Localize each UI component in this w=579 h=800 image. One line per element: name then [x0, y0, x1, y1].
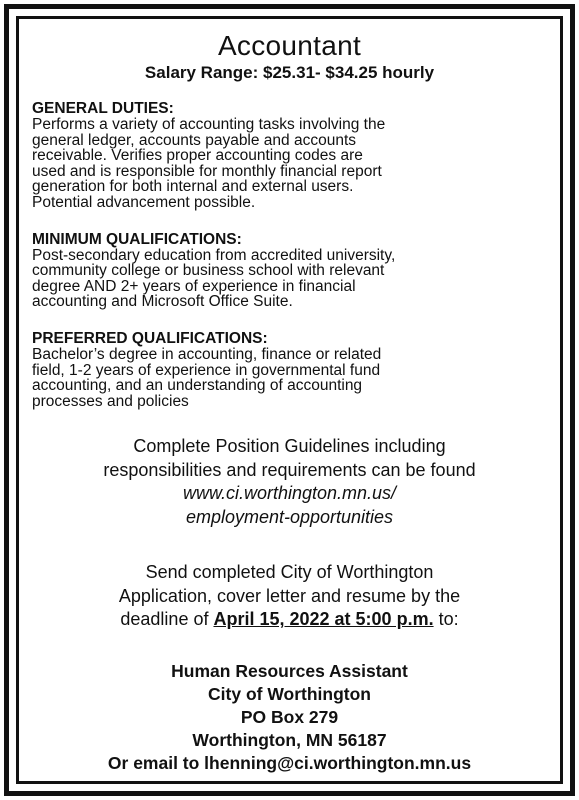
preferred-qualifications-text: Bachelor’s degree in accounting, finance or related field, 1-2 years of experience in governmental fund accounting, and an understanding of accounting processes and policies [32, 345, 382, 410]
guidelines-line-1: Complete Position Guidelines including [133, 436, 446, 457]
general-duties-section [32, 100, 547, 211]
job-posting [20, 22, 559, 775]
application-instructions [32, 561, 547, 632]
contact-organization: City of Worthington [208, 683, 371, 704]
contact-email[interactable]: Or email to lhenning@ci.worthington.mn.us [107, 752, 472, 773]
guidelines-line-2: responsibilities and requirements can be found [103, 459, 476, 480]
guidelines-block [32, 435, 547, 529]
general-duties-heading: GENERAL DUTIES: [32, 100, 174, 117]
preferred-qualifications-section [32, 330, 547, 409]
contact-city: Worthington, MN 56187 [192, 729, 387, 750]
preferred-qualifications-heading: PREFERRED QUALIFICATIONS: [32, 329, 268, 347]
contact-block [32, 660, 547, 775]
deadline-prefix: deadline of [120, 609, 214, 630]
employment-url[interactable] [32, 482, 547, 529]
employment-url-line-2[interactable]: employment-opportunities [185, 506, 394, 527]
send-line-3 [32, 608, 547, 632]
general-duties-text: Performs a variety of accounting tasks involving the general ledger, accounts payable and accounts receivable. Verifies proper accounting codes are used and is responsible for monthly financial report generation for both internal and external users. Potential advancement possible. [32, 116, 386, 211]
salary-range: Salary Range: $25.31- $34.25 hourly [144, 63, 435, 82]
minimum-qualifications-text: Post-secondary education from accredited university, community college or business school with relevant degree AND 2+ years of experience in financial accounting and Microsoft Office Suite. [32, 246, 396, 311]
employment-url-line-1[interactable]: www.ci.worthington.mn.us/ [182, 483, 397, 504]
application-deadline: April 15, 2022 at 5:00 p.m. [213, 609, 434, 630]
contact-po-box: PO Box 279 [240, 706, 339, 727]
deadline-suffix: to: [433, 609, 459, 630]
job-title: Accountant [217, 30, 362, 61]
minimum-qualifications-heading: MINIMUM QUALIFICATIONS: [32, 230, 242, 248]
contact-title: Human Resources Assistant [171, 660, 408, 681]
send-line-2: Application, cover letter and resume by the [118, 585, 461, 606]
minimum-qualifications-section [32, 231, 547, 310]
send-line-1: Send completed City of Worthington [145, 562, 434, 583]
